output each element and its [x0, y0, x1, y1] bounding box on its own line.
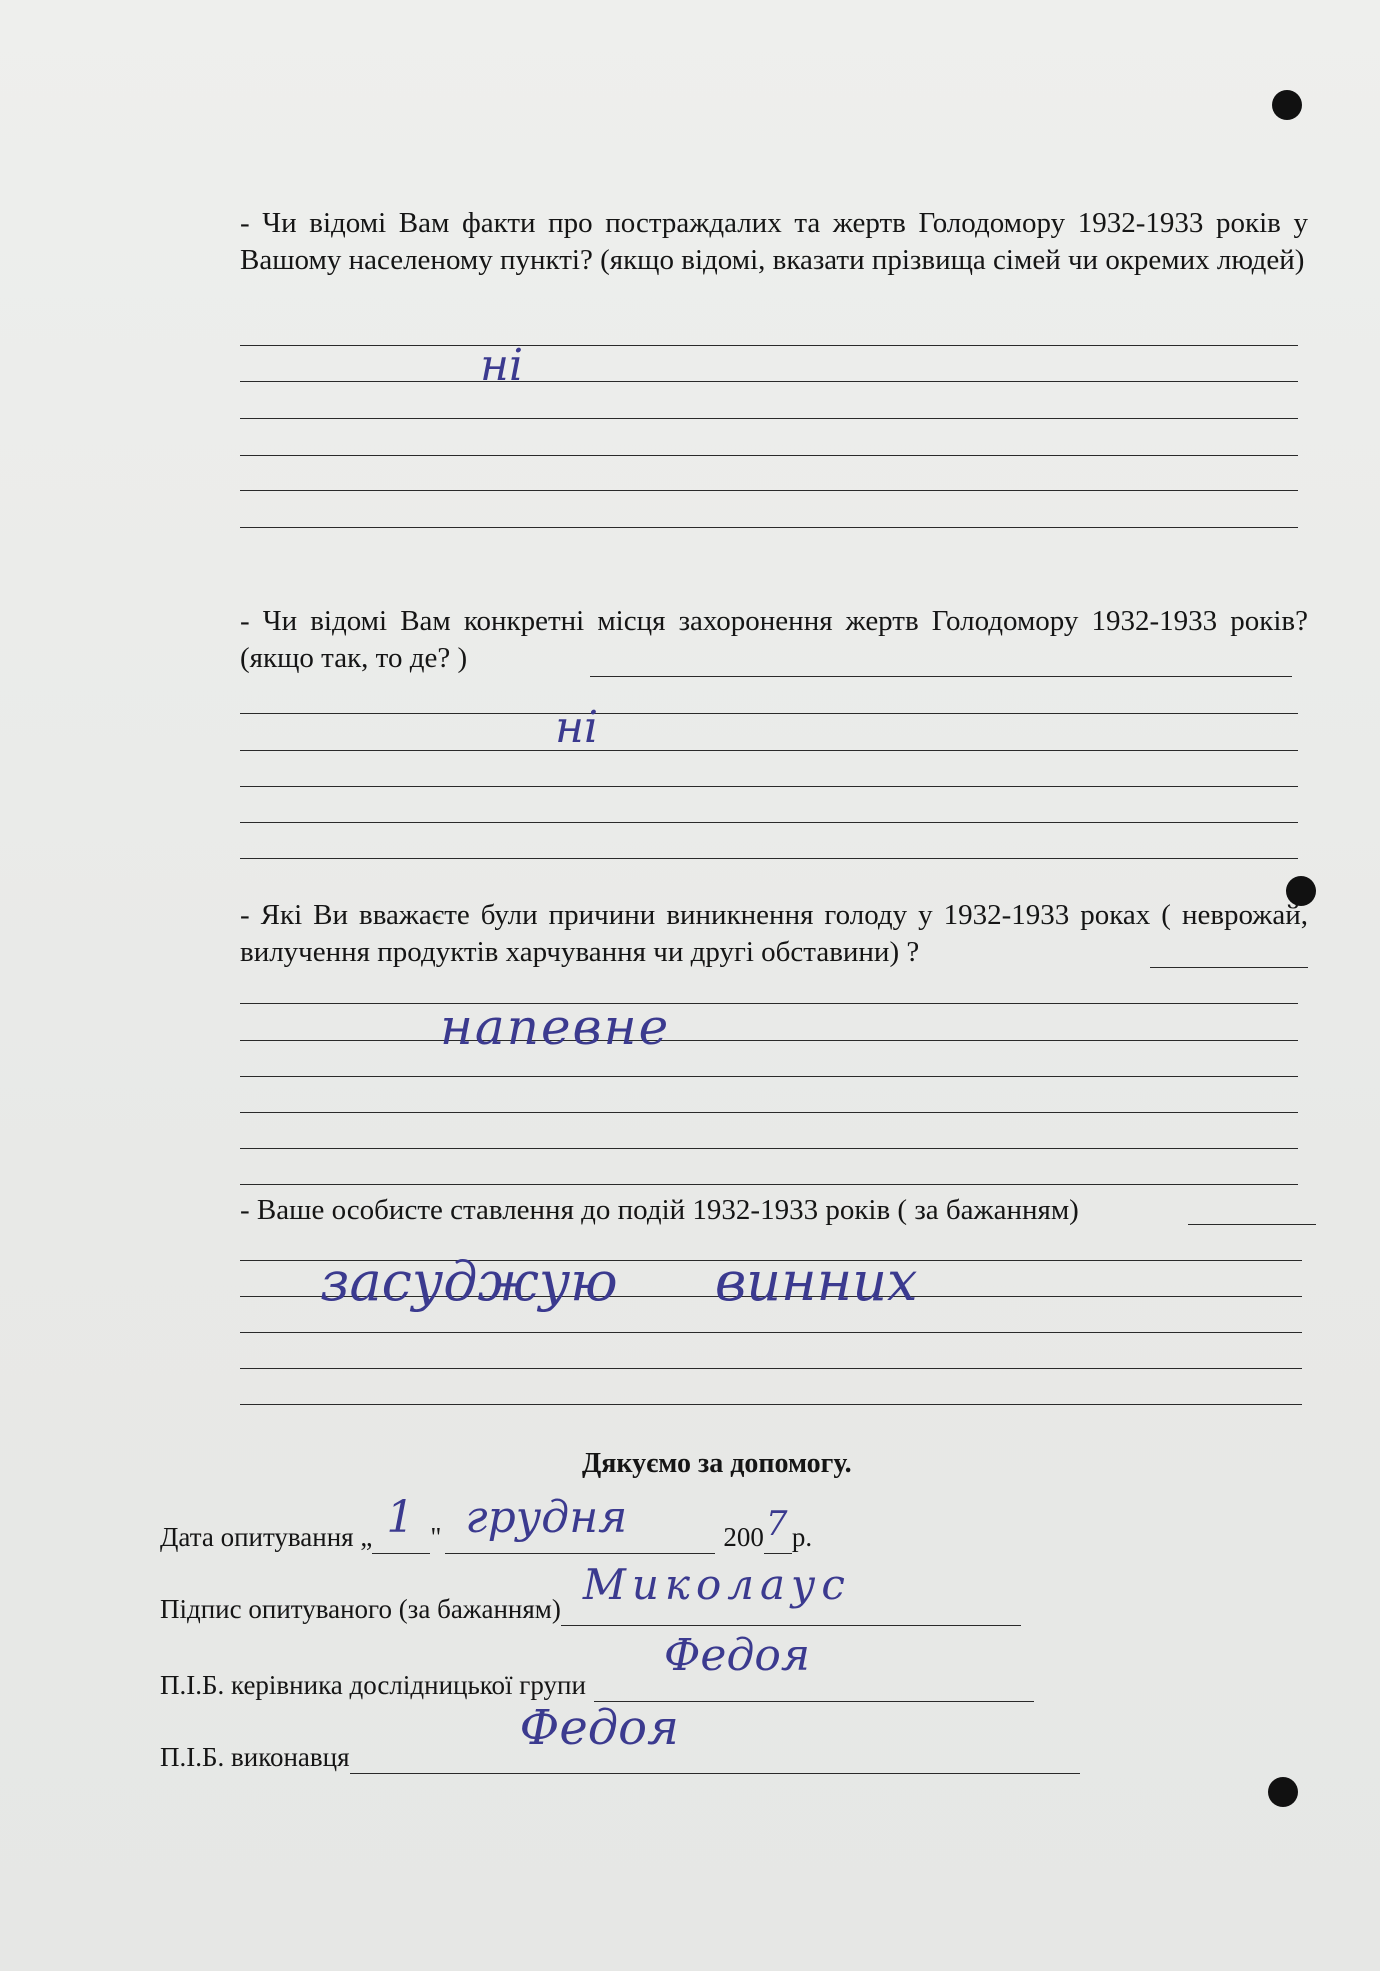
answer-line [240, 1184, 1298, 1185]
answer-line [240, 713, 1298, 714]
leader-signature: Федоя [663, 1630, 810, 1681]
answer-line [240, 1332, 1302, 1333]
answer-line [240, 455, 1298, 456]
leader-label: П.І.Б. керівника дослідницької групи [160, 1670, 586, 1700]
date-row [160, 1492, 813, 1554]
punch-hole-bottom [1268, 1777, 1298, 1807]
answer-line [240, 381, 1298, 382]
date-quote: " [430, 1522, 442, 1552]
answer-2-handwriting: ні [555, 702, 599, 753]
respondent-signature: Миколаус [582, 1560, 851, 1609]
answer-line [590, 676, 1292, 677]
date-month-handwriting: грудня [465, 1492, 628, 1543]
executor-label: П.І.Б. виконавця [160, 1742, 350, 1772]
answer-line [1188, 1224, 1316, 1225]
answer-4-handwriting: засуджую винних [320, 1250, 918, 1313]
answer-line [240, 1003, 1298, 1004]
question-2: - Чи відомі Вам конкретні місця захоронення жертв Голодомору 1932-1933 років? (якщо так, то де? ) [240, 605, 1308, 674]
executor-row [160, 1700, 1080, 1774]
date-label: Дата опитування „ [160, 1522, 373, 1552]
answer-line [240, 1148, 1298, 1149]
question-3: - Які Ви вважаєте були причини виникнення голоду у 1932-1933 роках ( неврожай, вилучення продуктів харчування чи другі обставини) ? [240, 899, 1308, 968]
date-day-handwriting: 1 [386, 1492, 415, 1543]
answer-line [1150, 967, 1308, 968]
answer-line [240, 418, 1298, 419]
respondent-label: Підпис опитуваного (за бажанням) [160, 1594, 561, 1624]
answer-line [240, 1040, 1298, 1041]
question-4: - Ваше особисте ставлення до подій 1932-1933 років ( за бажанням) [240, 1194, 1079, 1226]
thanks-heading: Дякуємо за допомогу. [582, 1448, 852, 1479]
executor-signature-blank [350, 1700, 1080, 1774]
answer-line [240, 527, 1298, 528]
answer-line [240, 1112, 1298, 1113]
punch-hole-top [1272, 90, 1302, 120]
answer-line [240, 1076, 1298, 1077]
respondent-row [160, 1560, 1021, 1626]
answer-line [240, 1404, 1302, 1405]
answer-3-handwriting: напевне [440, 998, 671, 1056]
date-year-handwriting: 7 [765, 1504, 788, 1544]
respondent-signature-blank [561, 1560, 1021, 1626]
answer-1-handwriting: ні [480, 340, 524, 391]
answer-line [240, 858, 1298, 859]
answer-line [240, 1368, 1302, 1369]
date-day-blank [372, 1492, 430, 1554]
date-suffix: р. [791, 1522, 813, 1552]
answer-line [240, 786, 1298, 787]
date-month-blank [445, 1492, 715, 1554]
answer-line [240, 822, 1298, 823]
date-year-blank [764, 1504, 792, 1554]
question-1: - Чи відомі Вам факти про постраждалих та жертв Голодомору 1932-1933 років у Вашому населеному пункті? (якщо відомі, вказати прізвища сімей чи окремих людей) [240, 207, 1308, 276]
answer-line [240, 345, 1298, 346]
answer-line [240, 750, 1298, 751]
date-year-prefix: 200 [723, 1522, 764, 1552]
leader-row [160, 1630, 1034, 1702]
answer-line [240, 490, 1298, 491]
executor-signature: Федоя [519, 1700, 679, 1756]
leader-signature-blank [594, 1630, 1034, 1702]
